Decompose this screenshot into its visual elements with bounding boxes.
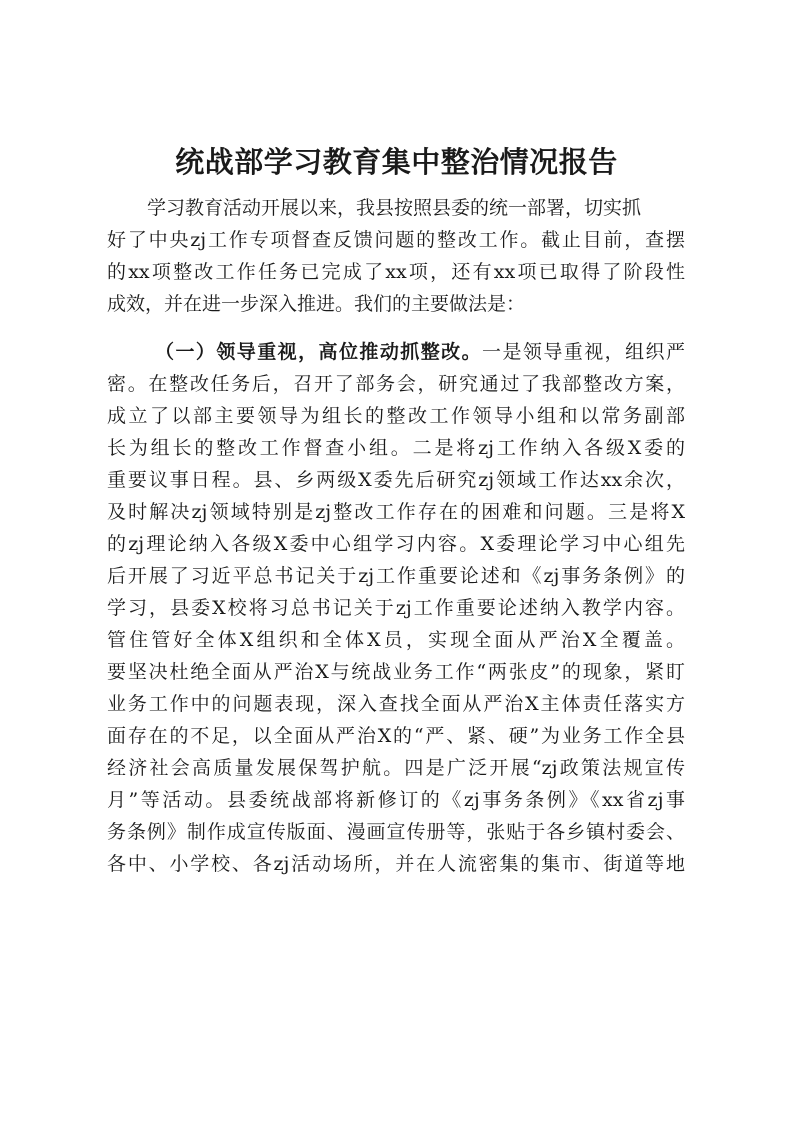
section1-heading: （一）领导重视，高位推动抓整改。	[155, 341, 483, 363]
intro-line: 的xx项整改工作任务已完成了xx项，还有xx项已取得了阶段性	[107, 261, 685, 283]
body-line: 月”等活动。县委统战部将新修订的《zj事务条例》《xx省zj事	[107, 789, 685, 811]
body-line: 要坚决杜绝全面从严治X与统战业务工作“两张皮”的现象，紧盯	[107, 661, 685, 683]
body-line: 学习，县委X校将习总书记关于zj工作重要论述纳入教学内容。	[107, 597, 685, 619]
body-line: 经济社会高质量发展保驾护航。四是广泛开展“zj政策法规宣传	[107, 757, 685, 779]
document-title: 统战部学习教育集中整治情况报告	[175, 145, 618, 179]
body-line: 务条例》制作成宣传版面、漫画宣传册等，张贴于各乡镇村委会、	[107, 821, 685, 843]
section1-first-line	[155, 336, 685, 368]
body-line: 的zj理论纳入各级X委中心组学习内容。X委理论学习中心组先	[107, 533, 685, 555]
intro-line: 学习教育活动开展以来，我县按照县委的统一部署，切实抓	[147, 197, 642, 219]
body-line: 业务工作中的问题表现，深入查找全面从严治X主体责任落实方	[107, 693, 685, 715]
body-line: 重要议事日程。县、乡两级X委先后研究zj领域工作达xx余次，	[107, 469, 685, 491]
intro-line: 好了中央zj工作专项督查反馈问题的整改工作。截止目前，查摆	[107, 229, 685, 251]
body-line: 及时解决zj领域特别是zj整改工作存在的困难和问题。三是将X	[107, 501, 685, 523]
intro-line: 成效，并在进一步深入推进。我们的主要做法是：	[107, 293, 526, 315]
body-line: 成立了以部主要领导为组长的整改工作领导小组和以常务副部	[107, 405, 685, 427]
body-line: 面存在的不足，以全面从严治X的“严、紧、硬”为业务工作全县	[107, 725, 685, 747]
body-line: 各中、小学校、各zj活动场所，并在人流密集的集市、街道等地	[107, 853, 685, 875]
body-line: 长为组长的整改工作督查小组。二是将zj工作纳入各级X委的	[107, 437, 685, 459]
body-line: 密。在整改任务后，召开了部务会，研究通过了我部整改方案，	[107, 373, 685, 395]
body-line: 后开展了习近平总书记关于zj工作重要论述和《zj事务条例》的	[107, 565, 685, 587]
body-line: 管住管好全体X组织和全体X员，实现全面从严治X全覆盖。	[107, 629, 685, 651]
section1-first-line-text: 一是领导重视，组织严	[482, 341, 685, 363]
